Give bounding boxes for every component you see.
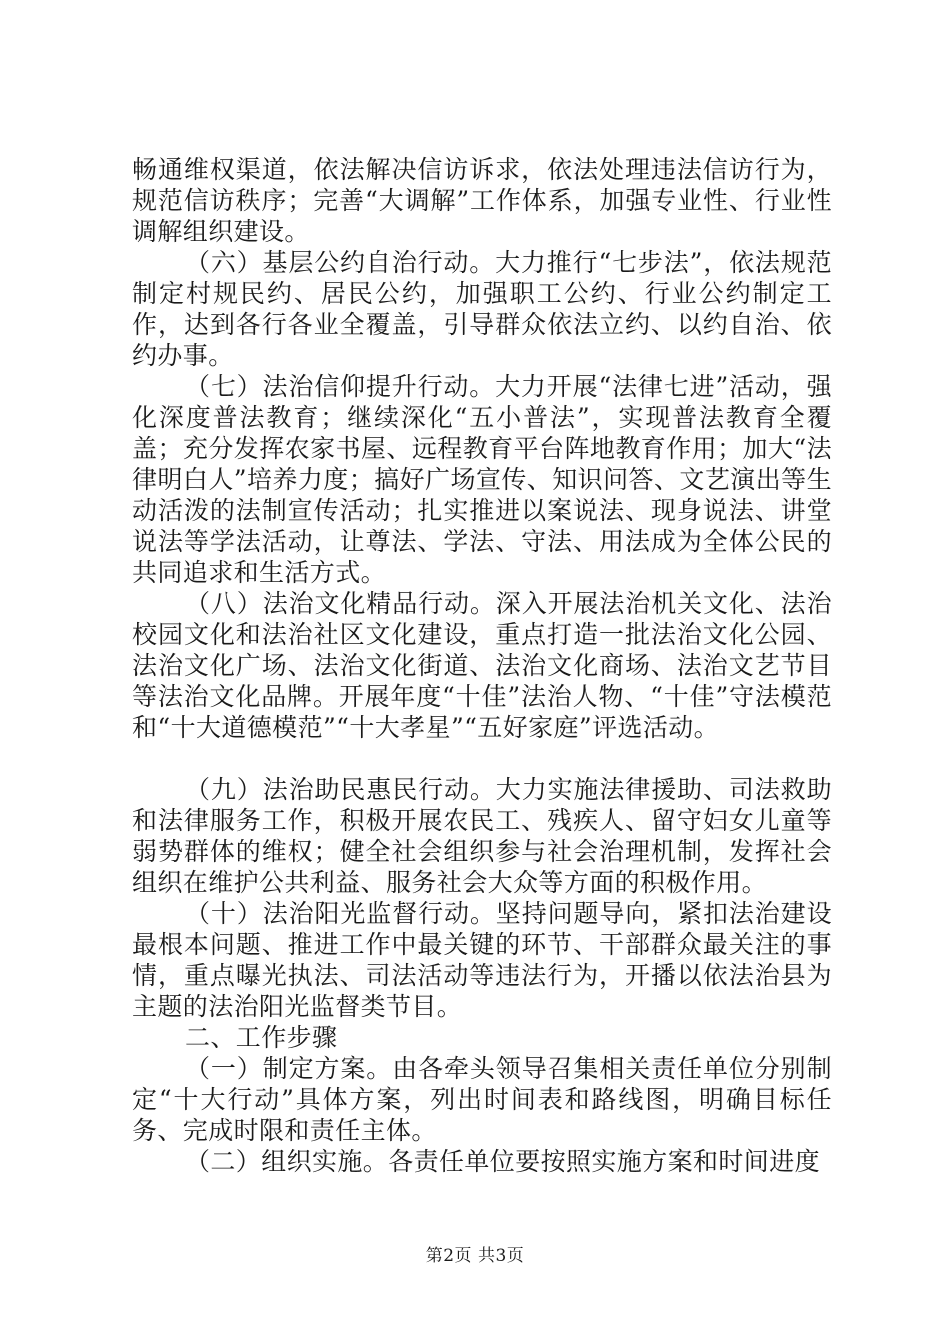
paragraph-item-9: （九）法治助民惠民行动。大力实施法律援助、司法救助和法律服务工作，积极开展农民工、残疾人、留守妇女儿童等弱势群体的维权；健全社会组织参与社会治理机制，发挥社会组织在维护公共利益、服务社会大众等方面的积极作用。 [132, 775, 832, 897]
paragraph-item-8: （八）法治文化精品行动。深入开展法治机关文化、法治校园文化和法治社区文化建设，重点打造一批法治文化公园、法治文化广场、法治文化街道、法治文化商场、法治文艺节目等法治文化品牌。开展年度“十佳”法治人物、“十佳”守法模范和“十大道德模范”“十大孝星”“五好家庭”评选活动。 [132, 589, 832, 742]
paragraph-item-10: （十）法治阳光监督行动。坚持问题导向，紧扣法治建设最根本问题、推进工作中最关键的环节、干部群众最关注的事情，重点曝光执法、司法活动等违法行为，开播以依法治县为主题的法治阳光监督类节目。 [132, 899, 832, 1021]
paragraph-step-2: （二）组织实施。各责任单位要按照实施方案和时间进度 [185, 1147, 821, 1176]
paragraph-item-7: （七）法治信仰提升行动。大力开展“法律七进”活动，强化深度普法教育；继续深化“五小普法”，实现普法教育全覆盖；充分发挥农家书屋、远程教育平台阵地教育作用；加大“法律明白人”培养力度；搞好广场宣传、知识问答、文艺演出等生动活泼的法制宣传活动；扎实推进以案说法、现身说法、讲堂说法等学法活动，让尊法、学法、守法、用法成为全体公民的共同追求和生活方式。 [132, 372, 832, 587]
paragraph-item-6: （六）基层公约自治行动。大力推行“七步法”，依法规范制定村规民约、居民公约，加强职工公约、行业公约制定工作，达到各行各业全覆盖，引导群众依法立约、以约自治、依约办事。 [132, 248, 832, 370]
paragraph-spacer [132, 743, 832, 774]
paragraph-continuation: 畅通维权渠道，依法解决信访诉求，依法处理违法信访行为，规范信访秩序；完善“大调解”工作体系，加强专业性、行业性调解组织建设。 [132, 155, 832, 246]
section-heading-work-steps: 二、工作步骤 [185, 1023, 338, 1052]
page-number-footer: 第2页 共3页 [425, 1246, 525, 1266]
paragraph-step-1: （一）制定方案。由各牵头领导召集相关责任单位分别制定“十大行动”具体方案，列出时间表和路线图，明确目标任务、完成时限和责任主体。 [132, 1054, 832, 1145]
document-body [132, 154, 832, 1177]
